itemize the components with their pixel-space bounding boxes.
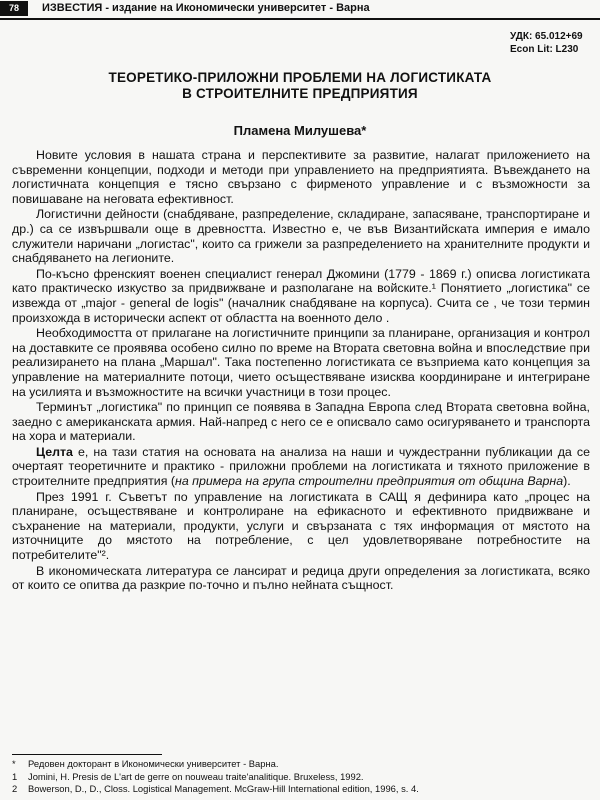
paragraph-text: е, на тази статия на основата на анализа на наши и чуждестранни публикации да се очертаят теоретичните и практико - приложни проблеми на логистиката и тяхното приложение в строителните предприятия ( (12, 444, 590, 489)
paragraph-text: По-късно френският военен специалист генерал Джомини (1779 - 1869 г.) описва логистиката като практическо изкуство за придвижване и разполагане на войските.¹ Понятието „логистика" се извежда от „major - general de logis" (началник снабдяване на корпуса). Счита се , че този термин произхожда в исторически аспект от областта на военното дело . (12, 266, 590, 325)
body-paragraph (12, 445, 590, 489)
paragraph-text: Новите условия в нашата страна и перспективите за развитие, налагат приложението на съвременни концепции, подходи и методи при управлението на предприятията. Въвеждането на логистичната концепция е тясно свързано с фирменото управление и с възможности за повишаване на неговата ефективност. (12, 148, 590, 206)
page-number: 78 (0, 1, 28, 16)
body-paragraph (12, 148, 590, 206)
article-title (0, 70, 600, 102)
footnote-mark: * (12, 758, 16, 769)
journal-running-head: ИЗВЕСТИЯ - издание на Икономически университет - Варна (42, 2, 370, 14)
classification-codes (510, 30, 583, 56)
running-header (0, 0, 600, 20)
econ-lit-code: Econ Lit: L230 (510, 44, 579, 55)
body-paragraph (12, 207, 590, 265)
body-paragraph (12, 400, 590, 444)
udk-code: УДК: 65.012+69 (510, 31, 583, 42)
footnote (12, 758, 592, 771)
footnote-text: Bowerson, D., D., Closs. Logistical Management. McGraw-Hill International edition, 1996, s. 4. (28, 783, 419, 794)
bold-text: Целта (36, 444, 73, 459)
article-body (12, 148, 590, 594)
footnote (12, 771, 592, 784)
paragraph-text: ). (563, 474, 571, 489)
title-line: ТЕОРЕТИКО-ПРИЛОЖНИ ПРОБЛЕМИ НА ЛОГИСТИКАТА (108, 70, 492, 85)
paragraph-text: В икономическата литература се лансират и редица други определения за логистиката, всяко от които се опитва да разкрие по-точно и пълно нейната същност. (12, 563, 590, 593)
footnote-mark: 2 (12, 783, 18, 794)
paragraph-text: Необходимостта от прилагане на логистичните принципи за планиране, организация и контрол на доставките се проявява особено силно по време на Втората световна война и впоследствие при реализирането на плана „Маршал". Така постепенно логистиката се възприема като концепция за управление на материалните потоци, чието осъществяване изисква координиране и интегриране на усилията и възможностите на всички участници в този процес. (12, 326, 590, 399)
italic-text: на примера на група строителни предприятия от община Варна (175, 474, 564, 489)
author-name: Пламена Милушева* (233, 123, 367, 138)
paragraph-text: Логистични дейности (снабдяване, разпределение, складиране, запасяване, транспортиране и др.) са се извършвали още в древността. Известно е, че във Византийската империя е имало служители наричани „логистас", които са грижели за разпределението на хранителните продукти и снабдяването на легионите. (12, 207, 590, 266)
footnote-mark: 1 (12, 770, 18, 782)
footnote-separator (12, 754, 162, 755)
body-paragraph (12, 564, 590, 593)
paragraph-text: През 1991 г. Съветът по управление на логистиката в САЩ я дефинира като „процес на планиране, осъществяване и контролиране на ефикасното и ефективното придвижване и съхранение на материали, продукти, услуги и свързаната с тях информация от мястото на източниците до мястото на потребление, с цел удовлетворяване потребностите на потребителите"². (12, 489, 590, 563)
body-paragraph (12, 267, 590, 325)
footnote (12, 783, 592, 796)
body-paragraph (12, 490, 590, 563)
body-paragraph (12, 326, 590, 399)
paragraph-text: Терминът „логистика" по принцип се появява в Западна Европа след Втората световна война, заедно с американската армия. Най-напред с него се е описвало само осигуряването и транспорта на хора и материали. (12, 400, 590, 444)
footnote-text: Редовен докторант в Икономически университет - Варна. (28, 758, 279, 769)
footnotes (12, 758, 592, 796)
title-line: В СТРОИТЕЛНИТЕ ПРЕДПРИЯТИЯ (182, 86, 418, 101)
footnote-text: Jomini, H. Presis de L'art de gerre on nouweau traite'analitique. Bruxeless, 1992. (28, 770, 364, 782)
